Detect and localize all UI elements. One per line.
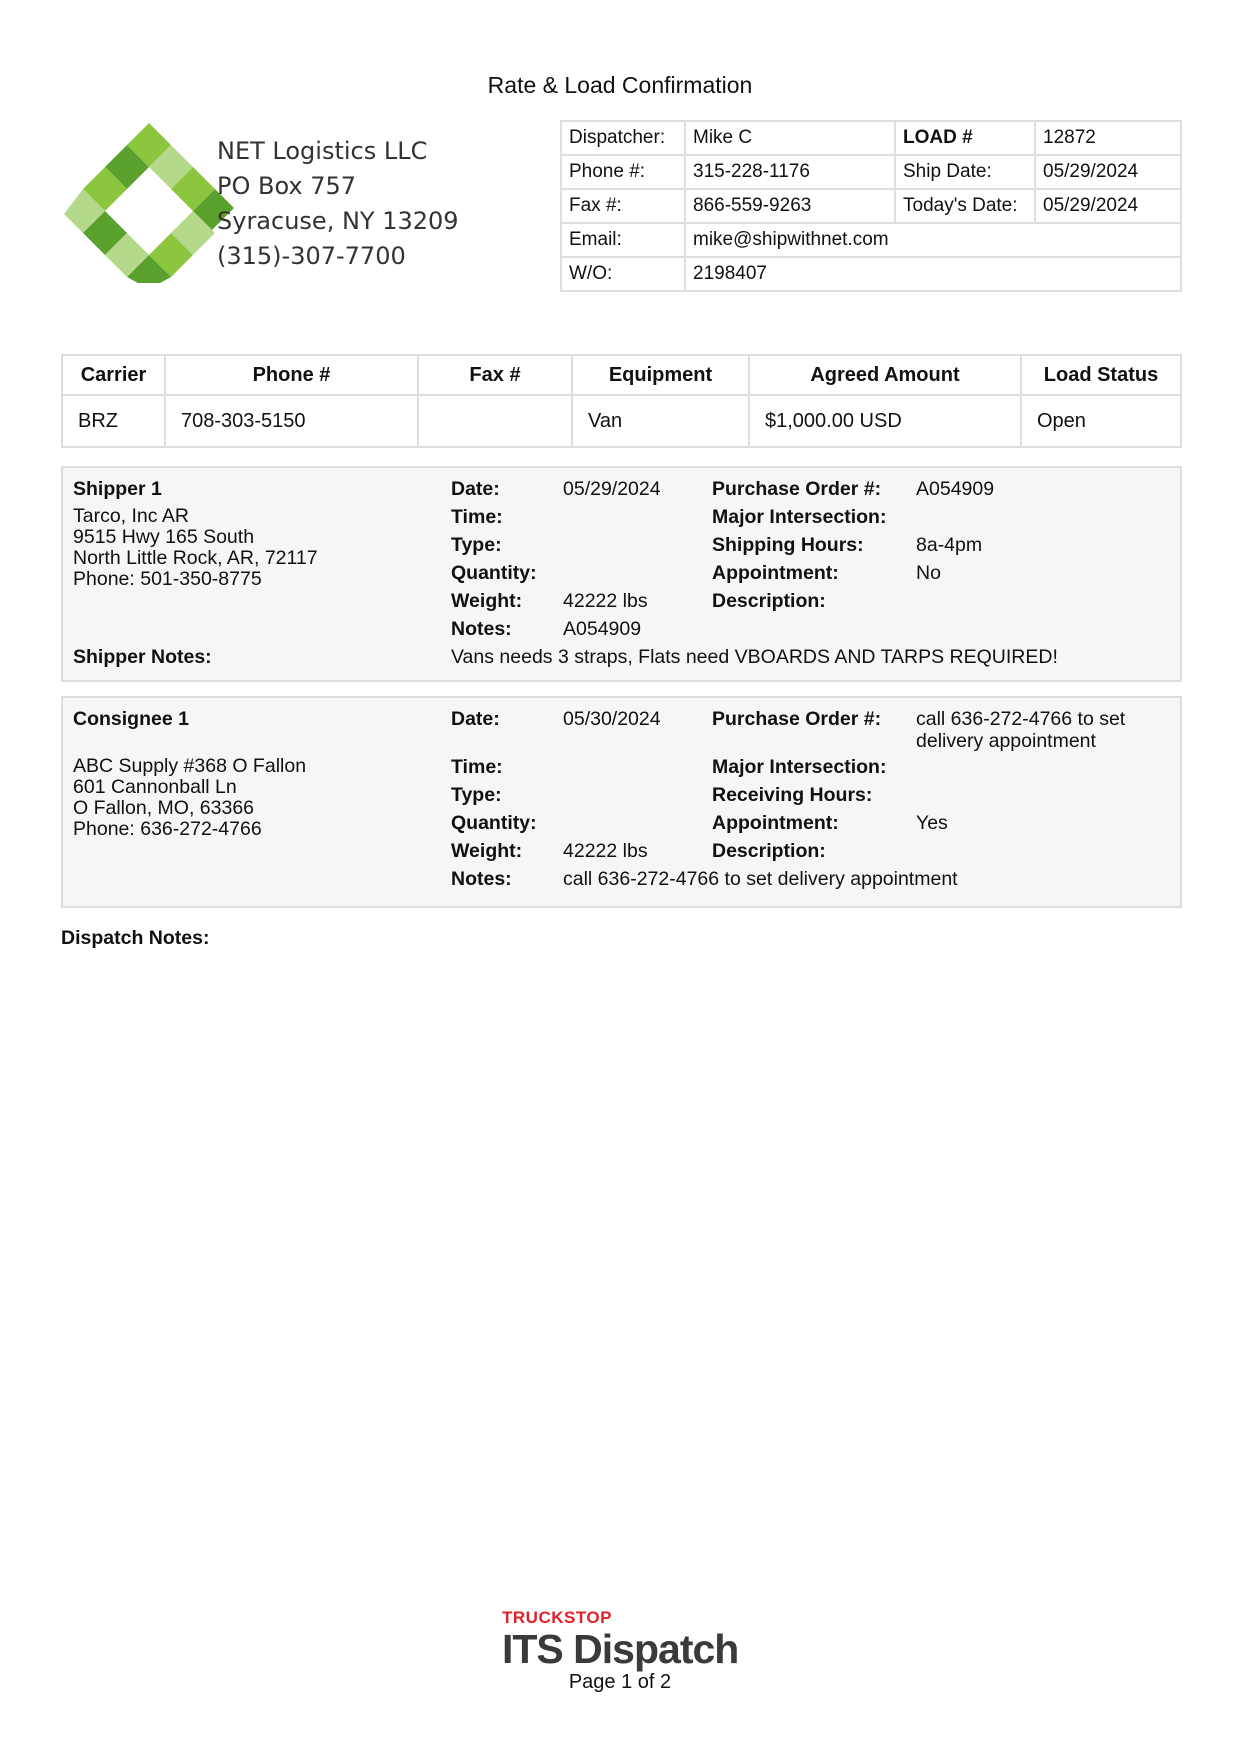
ship-date-label: Ship Date: <box>895 155 1035 189</box>
its-dispatch-logo <box>502 1608 738 1670</box>
consignee-name: ABC Supply #368 O Fallon <box>73 755 307 777</box>
shipper-notes-value: Vans needs 3 straps, Flats need VBOARDS AND TARPS REQUIRED! <box>451 646 1058 668</box>
consignee-address-line2: O Fallon, MO, 63366 <box>73 797 255 819</box>
consignee-date-label: Date: <box>451 708 500 730</box>
consignee-weight-value: 42222 lbs <box>563 840 648 862</box>
header-equipment: Equipment <box>572 355 749 395</box>
header-fax: Fax # <box>418 355 572 395</box>
carrier-table-header <box>62 355 1181 395</box>
consignee-appointment-label: Appointment: <box>712 812 839 834</box>
company-logo-icon <box>64 118 234 283</box>
equipment-value: Van <box>572 395 749 447</box>
shipper-address <box>73 506 318 590</box>
shipper-weight-value: 42222 lbs <box>563 590 648 612</box>
todays-date-value: 05/29/2024 <box>1035 189 1181 223</box>
consignee-notes-label: Notes: <box>451 868 512 890</box>
load-number-value: 12872 <box>1035 121 1181 155</box>
consignee-po-value-line2: delivery appointment <box>916 730 1096 752</box>
carrier-value: BRZ <box>62 395 165 447</box>
shipper-section <box>61 466 1182 682</box>
shipper-notes-label: Shipper Notes: <box>73 646 212 668</box>
shipper-appointment-value: No <box>916 562 941 584</box>
fax-value: 866-559-9263 <box>685 189 895 223</box>
company-address-block <box>217 134 459 274</box>
shipper-appointment-label: Appointment: <box>712 562 839 584</box>
consignee-type-label: Type: <box>451 784 502 806</box>
consignee-title: Consignee 1 <box>73 708 189 730</box>
company-name: NET Logistics LLC <box>217 137 428 165</box>
dispatcher-info-table <box>560 120 1182 292</box>
truckstop-brand-text: TRUCKSTOP <box>502 1608 612 1627</box>
consignee-description-label: Description: <box>712 840 826 862</box>
consignee-section <box>61 696 1182 908</box>
company-phone: (315)-307-7700 <box>217 242 406 270</box>
fax-label: Fax #: <box>561 189 685 223</box>
table-row <box>62 395 1181 447</box>
shipper-po-value: A054909 <box>916 478 995 500</box>
shipper-notes-value-inline: A054909 <box>563 618 642 640</box>
shipper-quantity-label: Quantity: <box>451 562 537 584</box>
company-address-line2: Syracuse, NY 13209 <box>217 207 459 235</box>
dispatcher-value: Mike C <box>685 121 895 155</box>
consignee-address <box>73 756 306 840</box>
consignee-appointment-value: Yes <box>916 812 948 834</box>
header-agreed-amount: Agreed Amount <box>749 355 1021 395</box>
dispatcher-label: Dispatcher: <box>561 121 685 155</box>
phone-value: 315-228-1176 <box>685 155 895 189</box>
consignee-time-label: Time: <box>451 756 503 778</box>
consignee-intersection-label: Major Intersection: <box>712 756 887 778</box>
agreed-amount-value: $1,000.00 USD <box>749 395 1021 447</box>
its-dispatch-brand-text: ITS Dispatch <box>502 1626 739 1672</box>
header-carrier: Carrier <box>62 355 165 395</box>
consignee-phone: Phone: 636-272-4766 <box>73 818 262 840</box>
email-value[interactable]: mike@shipwithnet.com <box>685 223 1181 257</box>
shipper-address-line1: 9515 Hwy 165 South <box>73 526 255 548</box>
company-address-line1: PO Box 757 <box>217 172 357 200</box>
consignee-notes-value: call 636-272-4766 to set delivery appointment <box>563 868 958 890</box>
shipper-phone: Phone: 501-350-8775 <box>73 568 262 590</box>
page-number: Page 1 of 2 <box>568 1671 672 1693</box>
shipper-notes-label-inline: Notes: <box>451 618 512 640</box>
consignee-date-value: 05/30/2024 <box>563 708 661 730</box>
shipper-weight-label: Weight: <box>451 590 523 612</box>
shipper-description-label: Description: <box>712 590 826 612</box>
ship-date-value: 05/29/2024 <box>1035 155 1181 189</box>
shipper-type-label: Type: <box>451 534 502 556</box>
todays-date-label: Today's Date: <box>895 189 1035 223</box>
load-number-label: LOAD # <box>895 121 1035 155</box>
shipper-intersection-label: Major Intersection: <box>712 506 887 528</box>
shipper-po-label: Purchase Order #: <box>712 478 882 500</box>
work-order-label: W/O: <box>561 257 685 291</box>
email-label: Email: <box>561 223 685 257</box>
shipper-date-value: 05/29/2024 <box>563 478 661 500</box>
work-order-value: 2198407 <box>685 257 1181 291</box>
carrier-table <box>61 354 1182 448</box>
shipping-hours-value: 8a-4pm <box>916 534 983 556</box>
shipper-address-line2: North Little Rock, AR, 72117 <box>73 547 318 569</box>
shipper-time-label: Time: <box>451 506 503 528</box>
document-title: Rate & Load Confirmation <box>487 72 753 98</box>
header-phone: Phone # <box>165 355 418 395</box>
shipping-hours-label: Shipping Hours: <box>712 534 864 556</box>
phone-label: Phone #: <box>561 155 685 189</box>
consignee-po-value-line1: call 636-272-4766 to set <box>916 708 1126 730</box>
consignee-po-label: Purchase Order #: <box>712 708 882 730</box>
shipper-date-label: Date: <box>451 478 500 500</box>
load-status-value: Open <box>1021 395 1181 447</box>
carrier-fax-value <box>418 395 572 447</box>
carrier-phone-value: 708-303-5150 <box>165 395 418 447</box>
receiving-hours-label: Receiving Hours: <box>712 784 873 806</box>
shipper-title: Shipper 1 <box>73 478 162 500</box>
header-load-status: Load Status <box>1021 355 1181 395</box>
consignee-weight-label: Weight: <box>451 840 523 862</box>
consignee-quantity-label: Quantity: <box>451 812 537 834</box>
shipper-name: Tarco, Inc AR <box>73 505 189 527</box>
consignee-address-line1: 601 Cannonball Ln <box>73 776 237 798</box>
dispatch-notes-label: Dispatch Notes: <box>61 927 210 949</box>
